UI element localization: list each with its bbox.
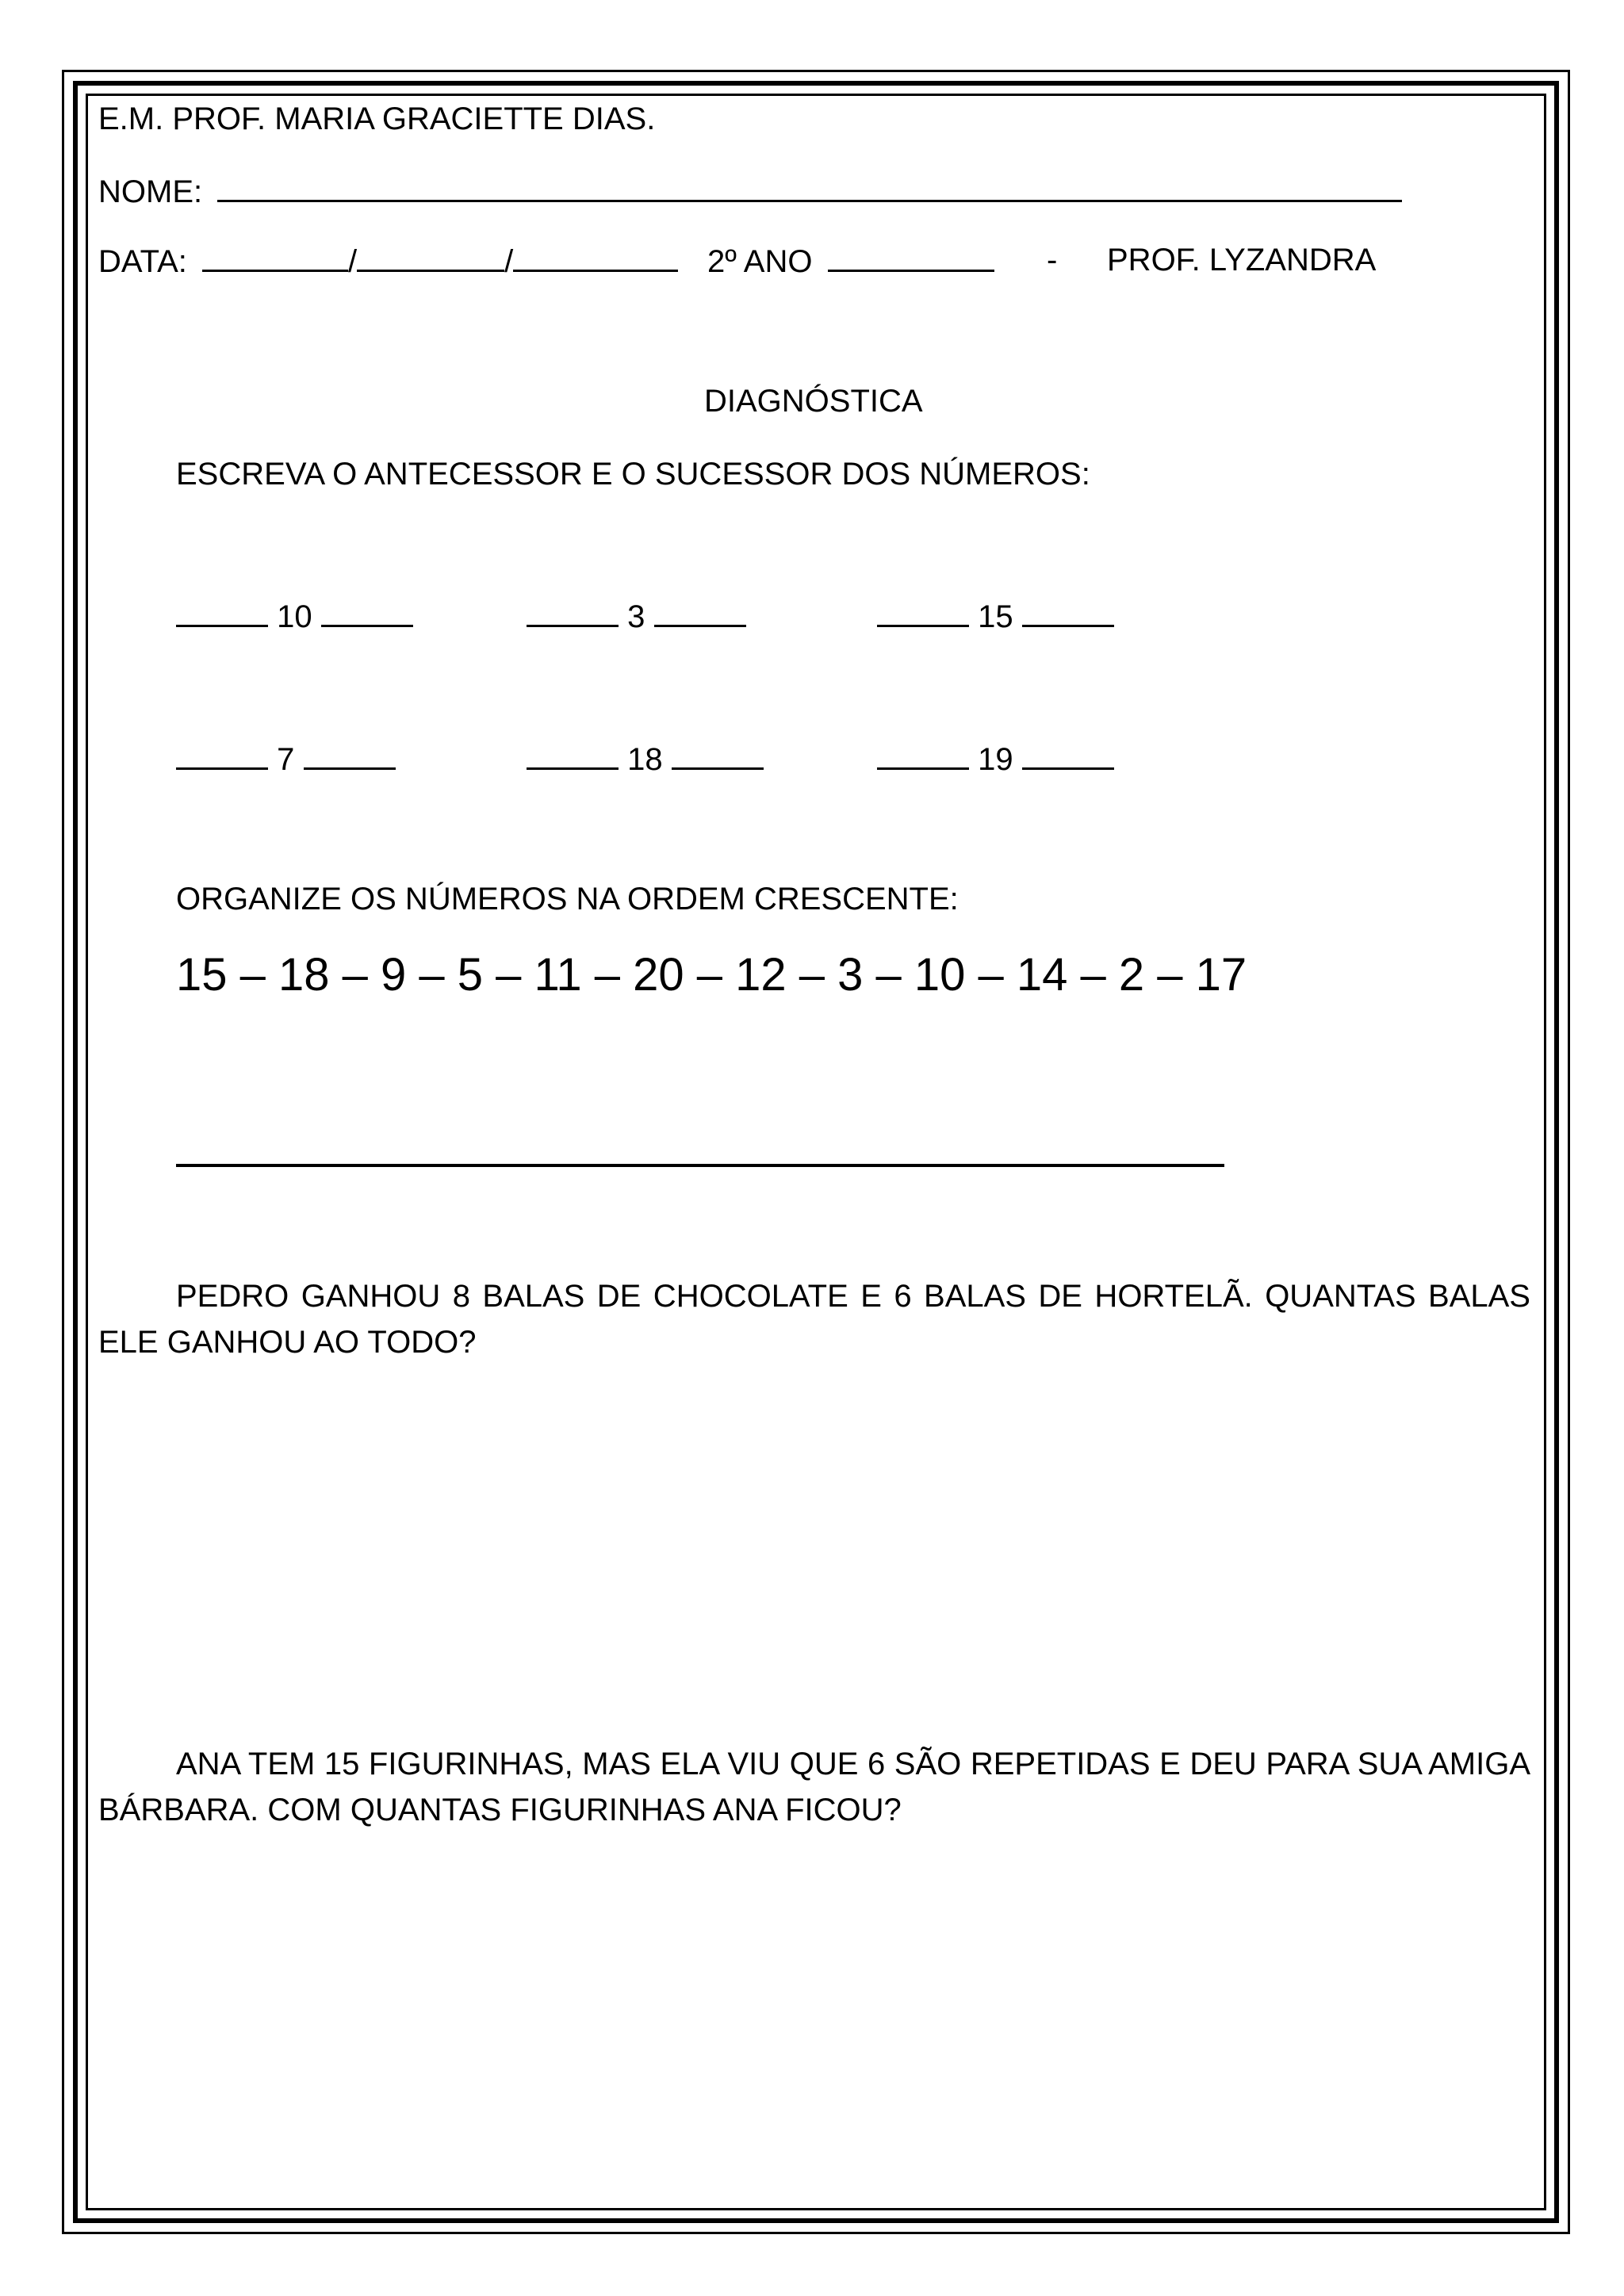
predecessor-successor-item [877,739,1114,779]
teacher-name: PROF. LYZANDRA [1107,243,1377,277]
given-number: 3 [627,599,645,634]
given-number: 19 [978,742,1013,777]
grade-class-field[interactable] [828,241,994,272]
exercise1-instruction: ESCREVA O ANTECESSOR E O SUCESSOR DOS NÚMEROS: [176,457,1090,492]
name-line [98,171,1402,211]
exercise3-problem [98,1273,1530,1365]
given-number: 15 [978,599,1013,634]
date-day-field[interactable] [202,241,348,272]
number-sequence: 15 – 18 – 9 – 5 – 11 – 20 – 12 – 3 – 10 – 14 – 2 – 17 [176,949,1247,1001]
exercise4-problem [98,1741,1530,1833]
successor-field[interactable] [1022,739,1114,770]
predecessor-field[interactable] [527,596,619,627]
page-title: DIAGNÓSTICA [704,384,923,419]
exercise2-instruction: ORGANIZE OS NÚMEROS NA ORDEM CRESCENTE: [176,882,959,916]
date-month-field[interactable] [357,241,504,272]
given-number: 7 [277,742,295,777]
grade-line [707,241,994,281]
successor-field[interactable] [1022,596,1114,627]
exercise3-text: PEDRO GANHOU 8 BALAS DE CHOCOLATE E 6 BALAS DE HORTELÃ. QUANTAS BALAS ELE GANHOU AO TODO? [98,1279,1530,1360]
predecessor-field[interactable] [176,596,268,627]
predecessor-successor-item [176,739,396,779]
successor-field[interactable] [654,596,746,627]
predecessor-successor-item [877,596,1114,636]
predecessor-field[interactable] [877,739,969,770]
successor-field[interactable] [672,739,764,770]
date-label: DATA: [98,244,187,279]
date-separator: / [504,244,514,279]
date-line [98,241,678,281]
name-label: NOME: [98,174,203,209]
predecessor-successor-item [176,596,413,636]
predecessor-field[interactable] [527,739,619,770]
grade-label: 2º ANO [707,244,813,279]
successor-field[interactable] [304,739,396,770]
ordering-answer-line[interactable] [176,1164,1224,1167]
given-number: 18 [627,742,663,777]
date-year-field[interactable] [513,241,678,272]
predecessor-successor-item [527,739,764,779]
predecessor-field[interactable] [176,739,268,770]
successor-field[interactable] [321,596,413,627]
name-field[interactable] [217,171,1402,202]
predecessor-field[interactable] [877,596,969,627]
predecessor-successor-item [527,596,746,636]
header-dash: - [1047,243,1058,277]
date-separator: / [347,244,358,279]
exercise4-text: ANA TEM 15 FIGURINHAS, MAS ELA VIU QUE 6 SÃO REPETIDAS E DEU PARA SUA AMIGA BÁRBARA. COM QUANTAS FIGURINHAS ANA FICOU? [98,1747,1530,1827]
school-name: E.M. PROF. MARIA GRACIETTE DIAS. [98,101,656,136]
given-number: 10 [277,599,312,634]
